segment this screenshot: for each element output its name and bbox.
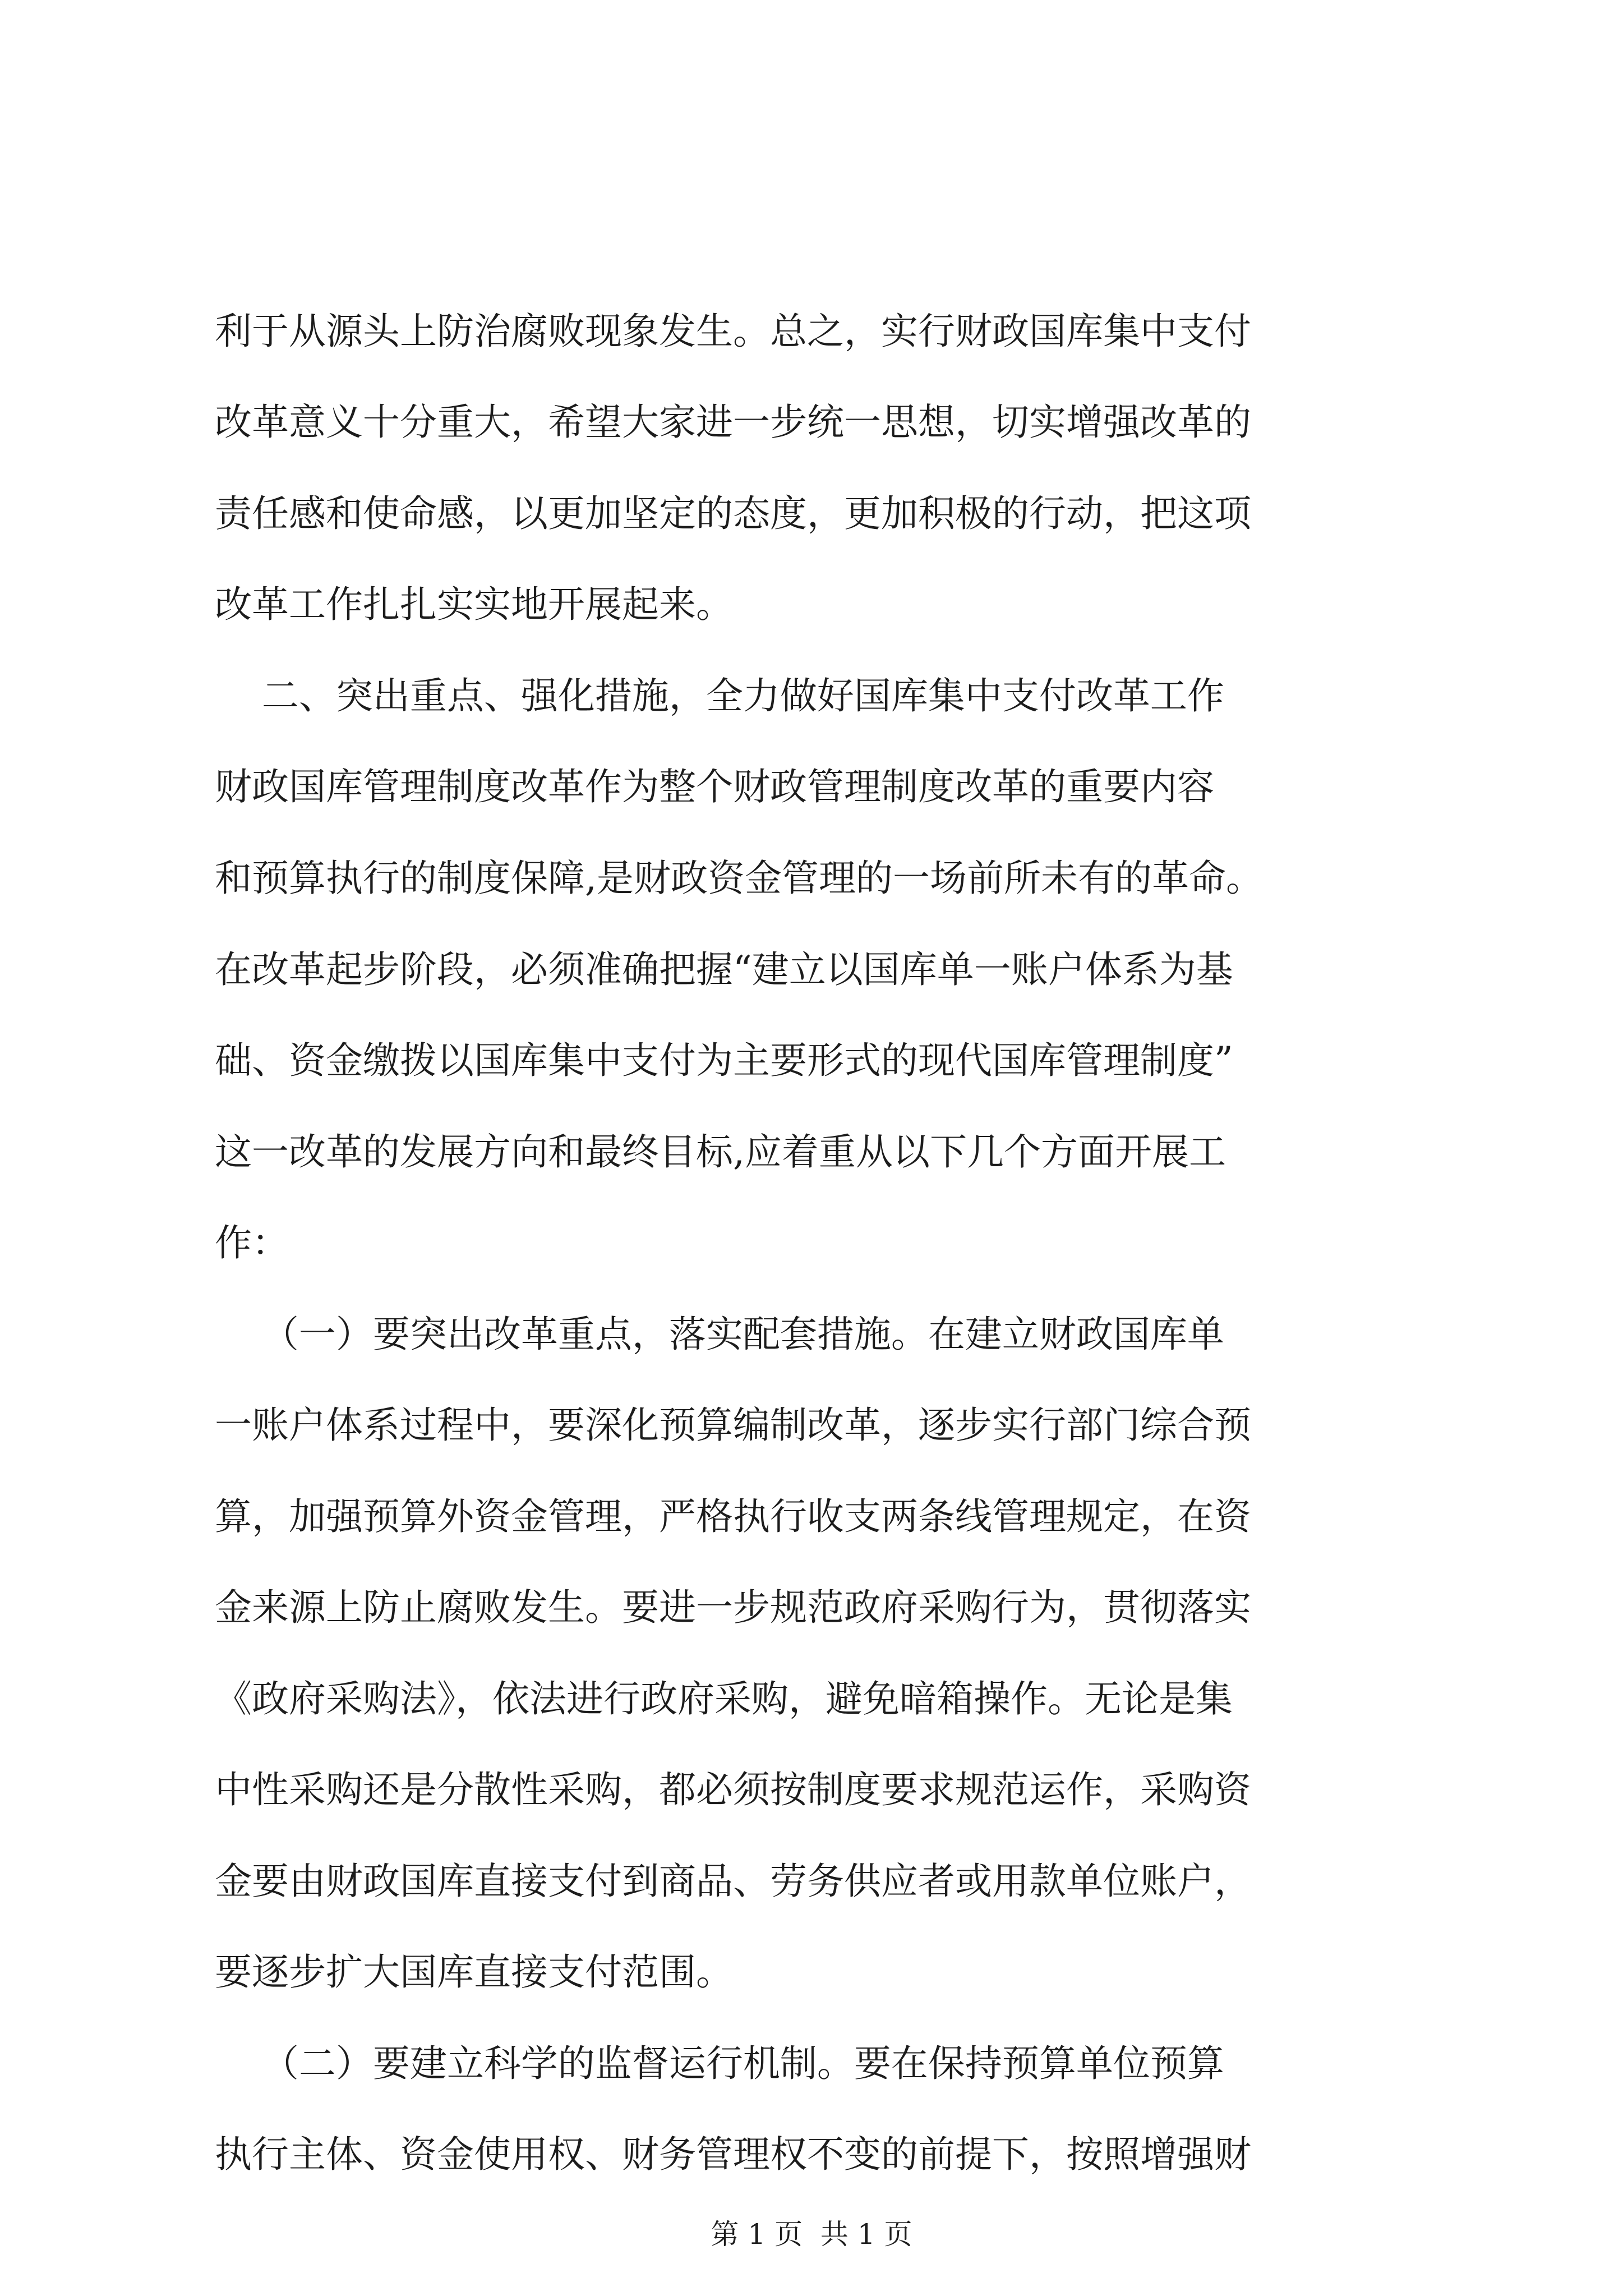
body-text-line-21: 执行主体、资金使用权、财务管理权不变的前提下，按照增强财 <box>215 2133 1251 2176</box>
body-text-line-7: 和预算执行的制度保障,是财政资金管理的一场前所未有的革命。 <box>215 857 1263 900</box>
subsection-heading-2: （二）要建立科学的监督运行机制。要在保持预算单位预算 <box>215 2042 1224 2085</box>
body-text-line-8: 在改革起步阶段，必须准确把握“建立以国库单一账户体系为基 <box>215 948 1233 991</box>
body-text-line-18: 金要由财政国库直接支付到商品、劳务供应者或用款单位账户， <box>215 1860 1251 1903</box>
body-text-line-2: 改革意义十分重大，希望大家进一步统一思想，切实增强改革的 <box>215 401 1251 444</box>
page-footer: 第 1 页 共 1 页 <box>711 2218 912 2251</box>
body-text-line-15: 金来源上防止腐败发生。要进一步规范政府采购行为，贯彻落实 <box>215 1586 1251 1629</box>
body-text-line-19: 要逐步扩大国库直接支付范围。 <box>215 1950 733 1994</box>
body-text-line-11: 作： <box>215 1221 289 1264</box>
body-text-line-13: 一账户体系过程中，要深化预算编制改革，逐步实行部门综合预 <box>215 1404 1251 1447</box>
body-text-line-4: 改革工作扎扎实实地开展起来。 <box>215 583 733 626</box>
section-heading-2: 二、突出重点、强化措施，全力做好国库集中支付改革工作 <box>215 674 1224 717</box>
body-text-line-9: 础、资金缴拨以国库集中支付为主要形式的现代国库管理制度” <box>215 1039 1233 1082</box>
body-text-line-10: 这一改革的发展方向和最终目标,应着重从以下几个方面开展工 <box>215 1130 1226 1174</box>
body-text-line-1: 利于从源头上防治腐败现象发生。总之，实行财政国库集中支付 <box>215 310 1251 353</box>
body-text-line-6: 财政国库管理制度改革作为整个财政管理制度改革的重要内容 <box>215 765 1214 808</box>
body-text-line-14: 算，加强预算外资金管理，严格执行收支两条线管理规定，在资 <box>215 1495 1251 1538</box>
subsection-heading-1: （一）要突出改革重点，落实配套措施。在建立财政国库单 <box>215 1313 1224 1356</box>
body-text-line-3: 责任感和使命感，以更加坚定的态度，更加积极的行动，把这项 <box>215 492 1251 535</box>
body-text-line-16: 《政府采购法》，依法进行政府采购，避免暗箱操作。无论是集 <box>215 1677 1233 1720</box>
body-text-line-17: 中性采购还是分散性采购，都必须按制度要求规范运作，采购资 <box>215 1768 1251 1811</box>
